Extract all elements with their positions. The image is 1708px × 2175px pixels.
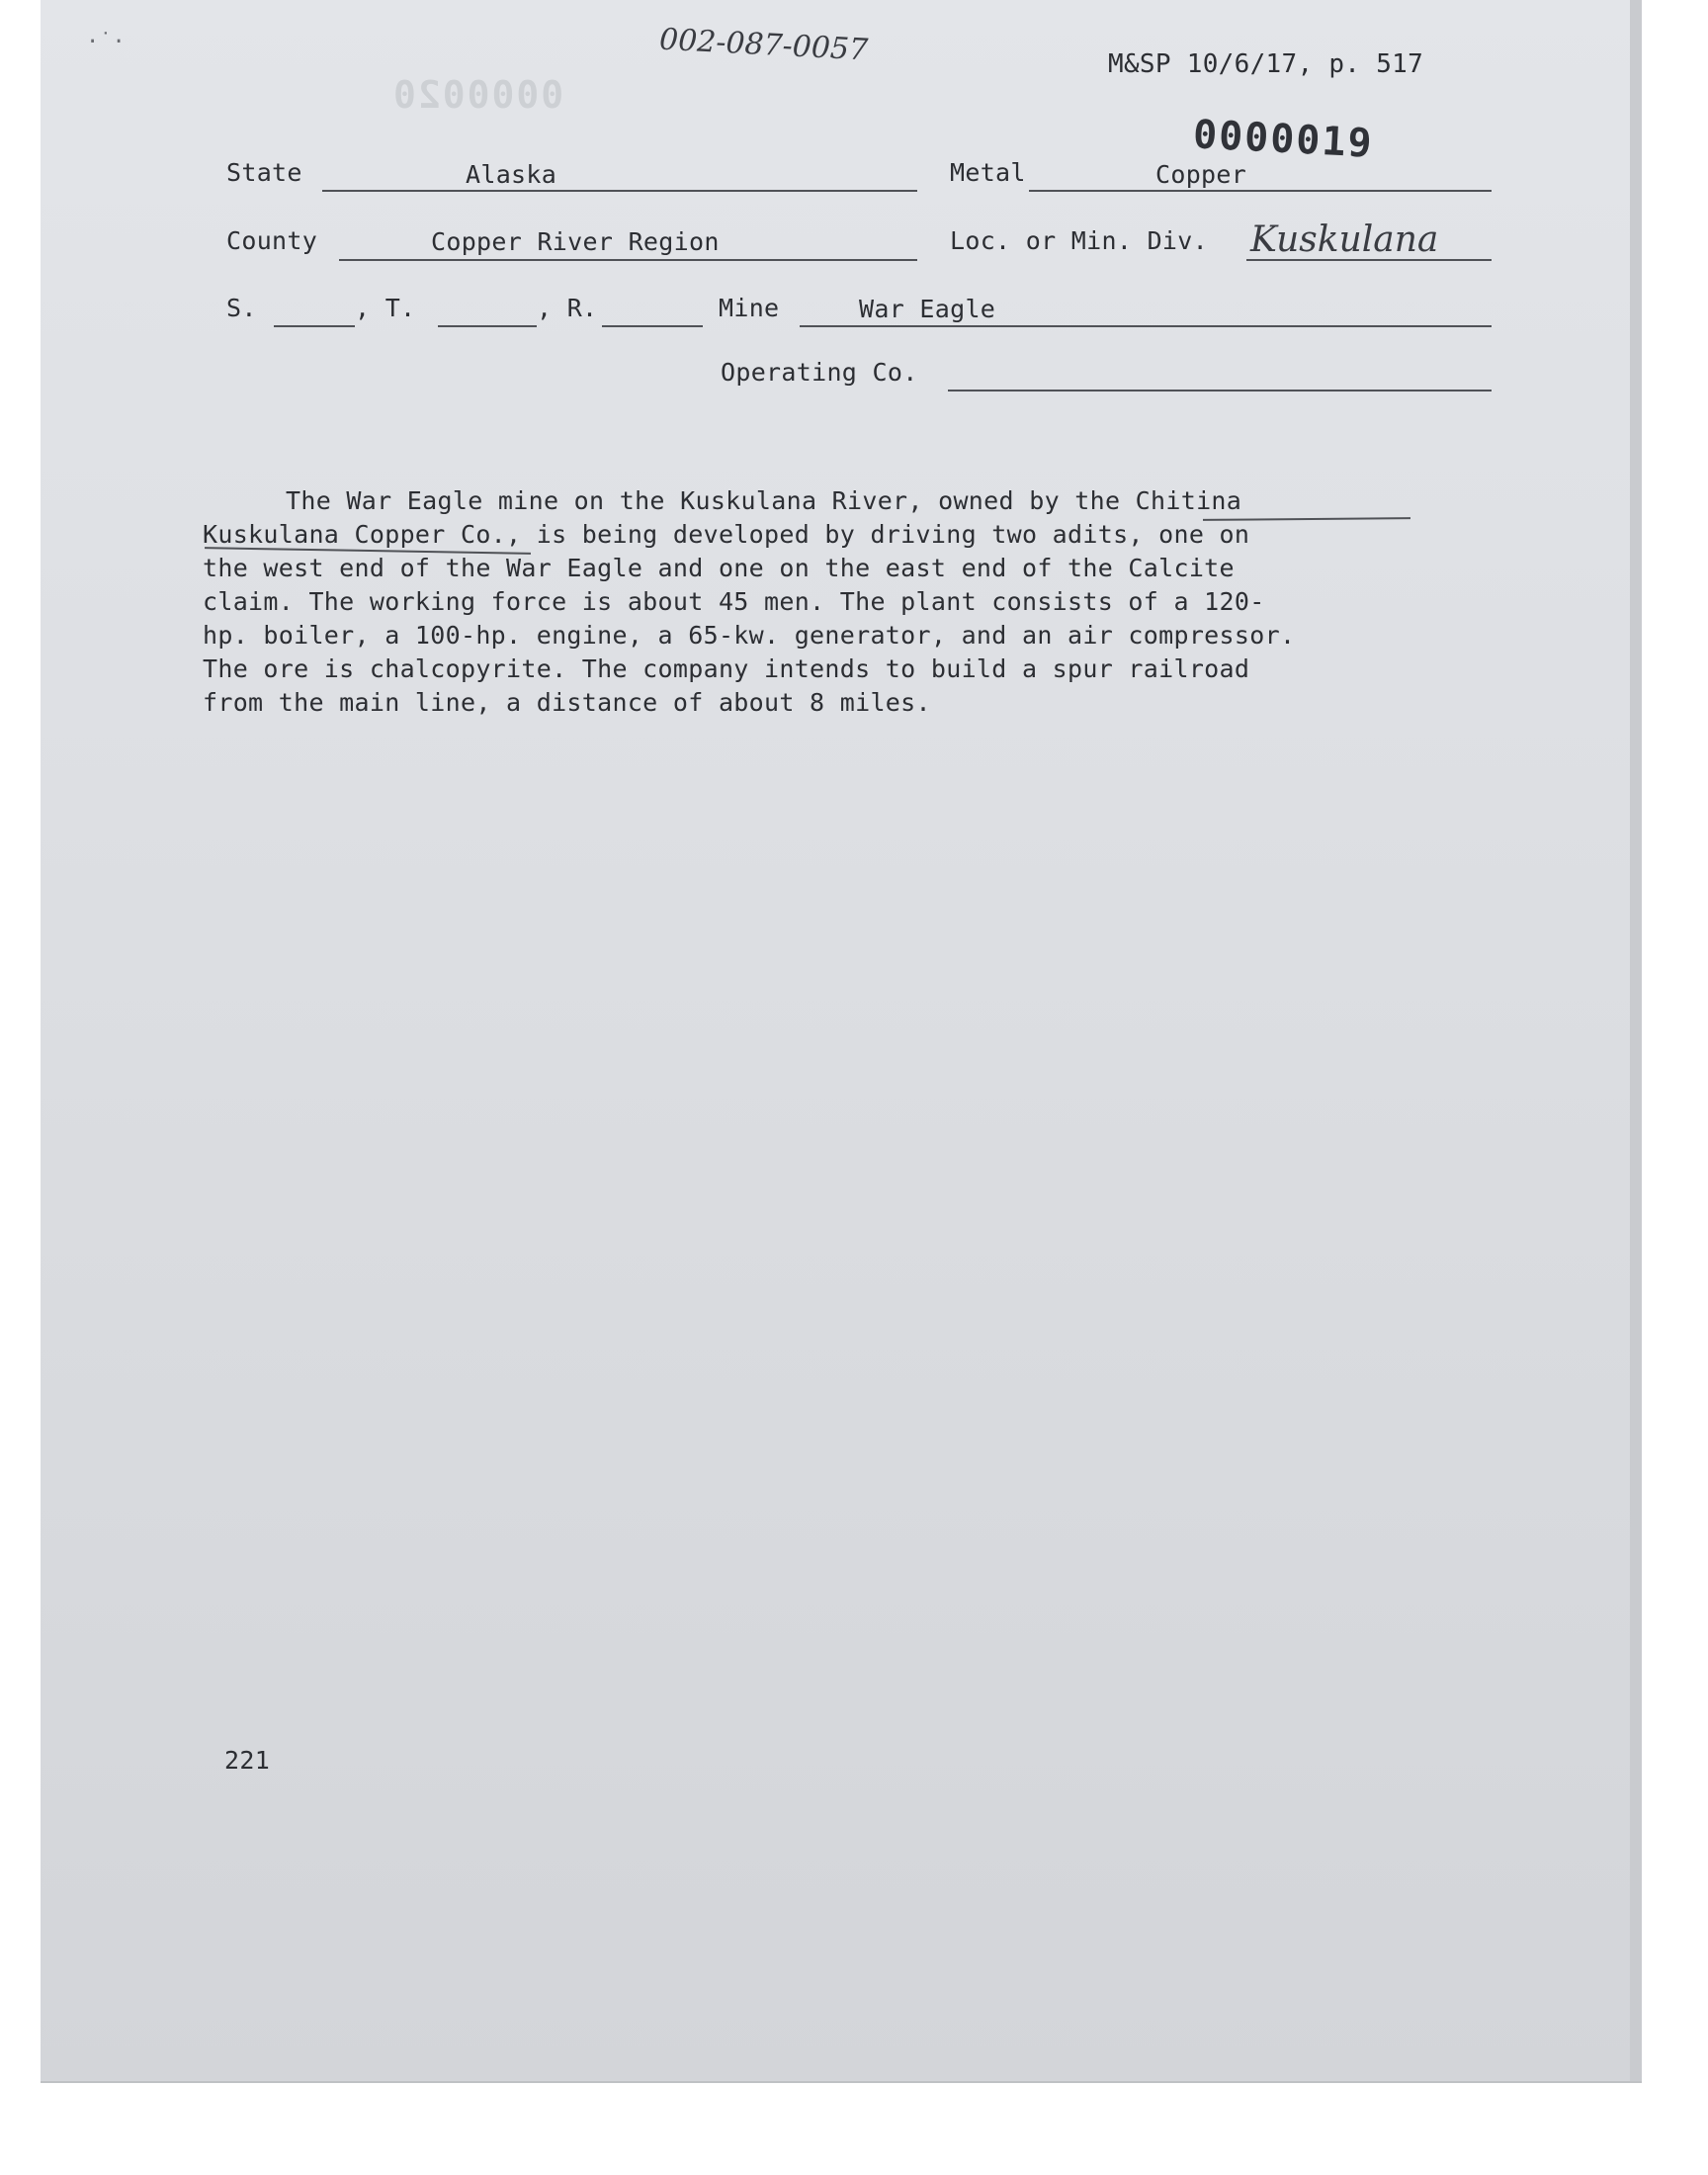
- operating-co-underline: [948, 390, 1492, 392]
- body-line: from the main line, a distance of about 8 miles.: [203, 688, 931, 717]
- county-value: Copper River Region: [431, 227, 720, 256]
- metal-label: Metal: [950, 158, 1026, 187]
- body-line: Kuskulana Copper Co., is being developed by driving two adits, one on: [203, 520, 1250, 549]
- document-page: [41, 0, 1642, 2081]
- margin-marks: ·˙·: [86, 30, 126, 54]
- county-label: County: [226, 226, 318, 255]
- faint-stamp-number: 0000020: [391, 73, 564, 117]
- loc-value-handwritten: Kuskulana: [1250, 219, 1439, 260]
- section-underline: [274, 325, 355, 327]
- county-underline: [339, 259, 917, 261]
- handwritten-document-id: 002-087-0057: [658, 22, 869, 68]
- page-number: 221: [224, 1746, 271, 1775]
- body-line: the west end of the War Eagle and one on the east end of the Calcite: [203, 554, 1235, 582]
- stamp-number: 0000019: [1191, 112, 1375, 167]
- source-reference: M&SP 10/6/17, p. 517: [1108, 49, 1424, 79]
- section-label: S.: [226, 294, 257, 322]
- state-value: Alaska: [466, 160, 557, 189]
- mine-label: Mine: [719, 294, 780, 322]
- mine-underline: [800, 325, 1492, 327]
- loc-label: Loc. or Min. Div.: [950, 226, 1208, 255]
- range-underline: [602, 325, 703, 327]
- state-underline: [322, 190, 917, 192]
- body-line: claim. The working force is about 45 men. The plant consists of a 120-: [203, 587, 1265, 616]
- operating-co-label: Operating Co.: [721, 358, 918, 387]
- metal-underline: [1029, 190, 1492, 192]
- township-underline: [438, 325, 537, 327]
- body-line: The War Eagle mine on the Kuskulana River, owned by the Chitina: [286, 486, 1242, 515]
- mine-value: War Eagle: [859, 295, 996, 323]
- body-line: hp. boiler, a 100-hp. engine, a 65-kw. generator, and an air compressor.: [203, 621, 1296, 650]
- state-label: State: [226, 158, 302, 187]
- metal-value: Copper: [1155, 160, 1247, 189]
- body-line: The ore is chalcopyrite. The company intends to build a spur railroad: [203, 654, 1250, 683]
- range-label: , R.: [537, 294, 598, 322]
- township-label: , T.: [355, 294, 416, 322]
